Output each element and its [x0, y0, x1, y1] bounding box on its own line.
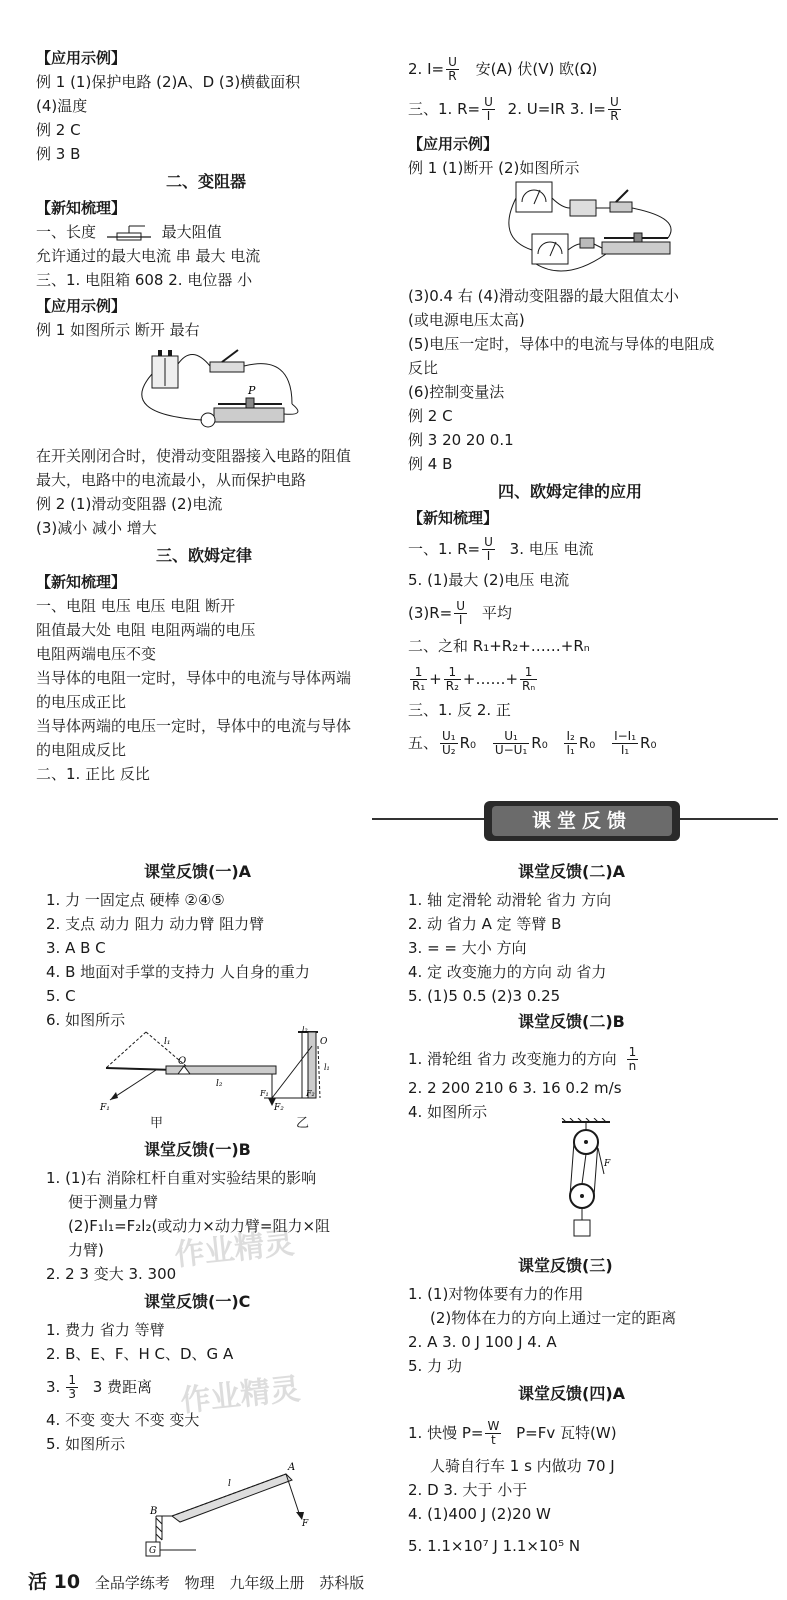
answer-line: [408, 600, 512, 627]
fraction: $\frac{1}{\text{R₁}}$: [412, 665, 426, 693]
answer-line: $\frac{1}{\text{R₁}}$ + $\frac{1}{\text{R₂}}$ +……+ $\frac{1}{\text{Rₙ}}$: [412, 665, 536, 693]
answer-text: 3. 电压 电流: [509, 540, 594, 558]
feedback-title: 课堂反馈(二)B: [518, 1012, 625, 1031]
ohm-law-circuit-figure: [506, 178, 686, 282]
answer-line: 力臂): [68, 1241, 104, 1259]
answer-line: (2)F₁l₁=F₂l₂(或动力×动力臂=阻力×阻: [68, 1217, 331, 1235]
feedback-title: 课堂反馈(三): [518, 1256, 613, 1275]
answer-line: 例 1 (1)断开 (2)如图所示: [408, 159, 580, 177]
answer-line: 例 4 B: [408, 455, 453, 473]
answer-line: 的电压成正比: [36, 693, 127, 711]
figure-caption: 甲: [150, 1116, 164, 1131]
svg-text:l₁: l₁: [324, 1063, 330, 1072]
new-knowledge-tag: 【新知梳理】: [36, 199, 127, 217]
answer-line: 2. D 3. 大于 小于: [408, 1481, 528, 1499]
svg-text:l₂: l₂: [216, 1079, 223, 1089]
answer-line: (3)减小 减小 增大: [36, 519, 157, 537]
section-title: 二、变阻器: [166, 172, 247, 191]
feedback-title: 课堂反馈(一)A: [144, 862, 252, 881]
answer-line: 允许通过的最大电流 串 最大 电流: [36, 247, 261, 265]
grade-label: 九年级上册: [229, 1574, 305, 1592]
svg-text:F: F: [302, 1519, 309, 1529]
answer-line: 4. B 地面对手掌的支持力 人自身的重力: [46, 963, 310, 981]
answer-line: [408, 536, 594, 563]
svg-text:A: A: [288, 1462, 296, 1473]
watermark: 作业精灵: [178, 1371, 302, 1420]
app-example-tag: 【应用示例】: [408, 135, 499, 153]
answer-line: 电阻两端电压不变: [36, 645, 157, 663]
answer-line: 1. (1)对物体要有力的作用: [408, 1285, 584, 1303]
answer-line: 5. 如图所示: [46, 1435, 126, 1453]
answer-line: 3. A B C: [46, 939, 106, 957]
answer-line: 例 3 B: [36, 145, 81, 163]
answer-line: 5. (1)5 0.5 (2)3 0.25: [408, 987, 561, 1005]
rheostat-circuit-figure: [122, 344, 332, 444]
edition-label: 苏科版: [319, 1574, 365, 1592]
answer-line: 三、1. 电阻箱 608 2. 电位器 小: [36, 271, 253, 289]
answer-line: 4. 不变 变大 不变 变大: [46, 1411, 200, 1429]
section-title: 四、欧姆定律的应用: [498, 482, 643, 501]
lever-diagram-5: [136, 1456, 336, 1560]
answer-line: 2. A 3. 0 J 100 J 4. A: [408, 1333, 557, 1351]
answer-line: 例 2 (1)滑动变阻器 (2)电流: [36, 495, 223, 513]
answer-line: 例 2 C: [408, 407, 453, 425]
page-number: 活 10: [28, 1571, 81, 1593]
answer-line: [408, 1046, 640, 1073]
answer-line: 2. B、E、F、H C、D、G A: [46, 1345, 234, 1363]
answer-line: [46, 1374, 152, 1401]
pulley-diagram: [558, 1118, 614, 1240]
answer-line: 5. C: [46, 987, 76, 1005]
svg-text:F₂: F₂: [274, 1103, 284, 1112]
banner-title: 课堂反馈: [492, 806, 672, 836]
answer-text: 平均: [481, 604, 512, 622]
subject-label: 物理: [184, 1574, 215, 1592]
answer-line: [408, 730, 656, 757]
answer-line: 例 1 如图所示 断开 最右: [36, 321, 200, 339]
svg-text:F: F: [604, 1159, 611, 1169]
answer-line: (或电源电压太高): [408, 311, 525, 329]
answer-text: +……+: [462, 670, 519, 688]
app-example-tag: 【应用示例】: [36, 297, 127, 315]
answer-text: 三、1. R=: [408, 100, 481, 118]
app-example-tag: 【应用示例】: [36, 49, 127, 67]
answer-line: 在开关刚闭合时，使滑动变阻器接入电路的阻值: [36, 447, 352, 465]
answer-line: 二、1. 正比 反比: [36, 765, 150, 783]
answer-line: 5. 力 功: [408, 1357, 462, 1375]
rheostat-symbol-icon: [107, 224, 151, 242]
fraction: $\frac{1}{n}$: [628, 1045, 637, 1073]
answer-text: 一、1. R=: [408, 540, 481, 558]
answer-line: 一、电阻 电压 电压 电阻 断开: [36, 597, 236, 615]
svg-text:O: O: [320, 1037, 328, 1047]
svg-text:G: G: [149, 1546, 157, 1556]
answer-text: (3)R=: [408, 604, 453, 622]
answer-line: 的电阻成反比: [36, 741, 127, 759]
fraction: $\frac{1}{\text{R₂}}$: [445, 665, 459, 693]
answer-line: 4. 定 改变施力的方向 动 省力: [408, 963, 607, 981]
answer-line: [408, 56, 597, 83]
answer-text: 3.: [46, 1378, 61, 1396]
answer-line: 6. 如图所示: [46, 1011, 126, 1029]
answer-line: [408, 96, 623, 123]
answer-text: 1. 快慢 P=: [408, 1424, 484, 1442]
answer-text: 五、: [408, 734, 439, 752]
answer-line: (2)物体在力的方向上通过一定的距离: [430, 1309, 677, 1327]
answer-line: 2. 2 3 变大 3. 300: [46, 1265, 177, 1283]
answer-line: 3. = = 大小 方向: [408, 939, 527, 957]
answer-text: R₀: [640, 734, 657, 752]
answer-line: 1. 轴 定滑轮 动滑轮 省力 方向: [408, 891, 612, 909]
answer-text: 一、长度: [36, 223, 97, 241]
answer-line: 阻值最大处 电阻 电阻两端的电压: [36, 621, 256, 639]
fraction: $\frac{\text{U₁}}{\text{U₂}}$: [442, 729, 456, 757]
answer-line: 例 3 20 20 0.1: [408, 431, 514, 449]
book-name: 全品学练考: [94, 1574, 170, 1592]
answer-text: 2. U=IR 3. I=: [507, 100, 606, 118]
section-title: 三、欧姆定律: [156, 546, 253, 565]
answer-line: (4)温度: [36, 97, 88, 115]
feedback-title: 课堂反馈(四)A: [518, 1384, 626, 1403]
watermark: 作业精灵: [172, 1225, 296, 1274]
new-knowledge-tag: 【新知梳理】: [36, 573, 127, 591]
answer-line: (6)控制变量法: [408, 383, 505, 401]
fraction: $\frac{U}{I}$: [484, 535, 493, 563]
fraction: $\frac{U}{R}$: [448, 55, 457, 83]
answer-line: 最大，电路中的电流最小，从而保护电路: [36, 471, 307, 489]
answer-line: 例 1 (1)保护电路 (2)A、D (3)横截面积: [36, 73, 301, 91]
svg-text:B: B: [150, 1506, 158, 1517]
figure-caption: 乙: [296, 1116, 310, 1131]
answer-text: 安(A) 伏(V) 欧(Ω): [475, 60, 598, 78]
answer-line: 1. 力 一固定点 硬棒 ②④⑤: [46, 891, 225, 909]
answer-line: 2. 2 200 210 6 3. 16 0.2 m/s: [408, 1079, 622, 1097]
answer-line: 1. (1)右 消除杠杆自重对实验结果的影响: [46, 1169, 317, 1187]
new-knowledge-tag: 【新知梳理】: [408, 509, 499, 527]
answer-line: 4. (1)400 J (2)20 W: [408, 1505, 551, 1523]
svg-text:F₂: F₂: [306, 1089, 315, 1098]
svg-text:O: O: [178, 1056, 187, 1067]
answer-line: 2. 动 省力 A 定 等臂 B: [408, 915, 562, 933]
answer-line: 便于测量力臂: [68, 1193, 159, 1211]
answer-line: 5. (1)最大 (2)电压 电流: [408, 571, 570, 589]
fraction: $\frac{U}{I}$: [484, 95, 493, 123]
fraction: $\frac{U}{R}$: [609, 95, 619, 123]
answer-text: P=Fv 瓦特(W): [516, 1424, 617, 1442]
fraction: $\frac{1}{\text{Rₙ}}$: [522, 665, 536, 693]
answer-line: 2. 支点 动力 阻力 动力臂 阻力臂: [46, 915, 265, 933]
svg-text:l₂: l₂: [302, 1026, 308, 1034]
lever-diagram-yi: [258, 1026, 348, 1106]
answer-text: 1. 滑轮组 省力 改变施力的方向: [408, 1050, 617, 1068]
answer-line: 人骑自行车 1 s 内做功 70 J: [430, 1457, 615, 1475]
feedback-title: 课堂反馈(一)C: [144, 1292, 251, 1311]
answer-line: 三、1. 反 2. 正: [408, 701, 511, 719]
page-footer: [28, 1567, 374, 1593]
svg-text:P: P: [248, 384, 256, 397]
answer-text: 最大阻值: [161, 223, 222, 241]
answer-line: 当导体两端的电压一定时，导体中的电流与导体: [36, 717, 352, 735]
svg-text:l₁: l₁: [164, 1037, 171, 1047]
answer-line: 4. 如图所示: [408, 1103, 488, 1121]
answer-text: R₀: [459, 734, 477, 752]
svg-text:l: l: [228, 1479, 231, 1489]
answer-text: R₀: [578, 734, 596, 752]
svg-text:F₁: F₁: [260, 1089, 269, 1098]
feedback-title: 课堂反馈(二)A: [518, 862, 626, 881]
answer-line: 二、之和 R₁+R₂+……+Rₙ: [408, 637, 590, 655]
answer-line: [408, 1420, 617, 1447]
answer-text: R₀: [531, 734, 548, 752]
answer-line: 例 2 C: [36, 121, 81, 139]
fraction: $\frac{\text{I₂}}{\text{I₁}}$: [566, 729, 575, 757]
fraction: $\frac{\text{I−I₁}}{\text{I₁}}$: [614, 729, 637, 757]
feedback-title: 课堂反馈(一)B: [144, 1140, 251, 1159]
answer-line: 1. 费力 省力 等臂: [46, 1321, 165, 1339]
answer-text: 3 费距离: [92, 1378, 153, 1396]
fraction: $\frac{\text{U₁}}{\text{U−U₁}}$: [494, 729, 528, 757]
fraction: $\frac{U}{I}$: [456, 599, 466, 627]
fraction: $\frac{1}{3}$: [68, 1373, 76, 1401]
answer-line: 反比: [408, 359, 439, 377]
svg-text:F₁: F₁: [100, 1103, 110, 1112]
answer-line: (3)0.4 右 (4)滑动变阻器的最大阻值太小: [408, 287, 679, 305]
answer-line: (5)电压一定时，导体中的电流与导体的电阻成: [408, 335, 715, 353]
answer-line: [36, 222, 222, 242]
answer-text: 2. I=: [408, 60, 445, 78]
answer-line: 当导体的电阻一定时，导体中的电流与导体两端: [36, 669, 352, 687]
fraction: $\frac{W}{t}$: [487, 1419, 500, 1447]
answer-line: 5. 1.1×10⁷ J 1.1×10⁵ N: [408, 1537, 581, 1555]
